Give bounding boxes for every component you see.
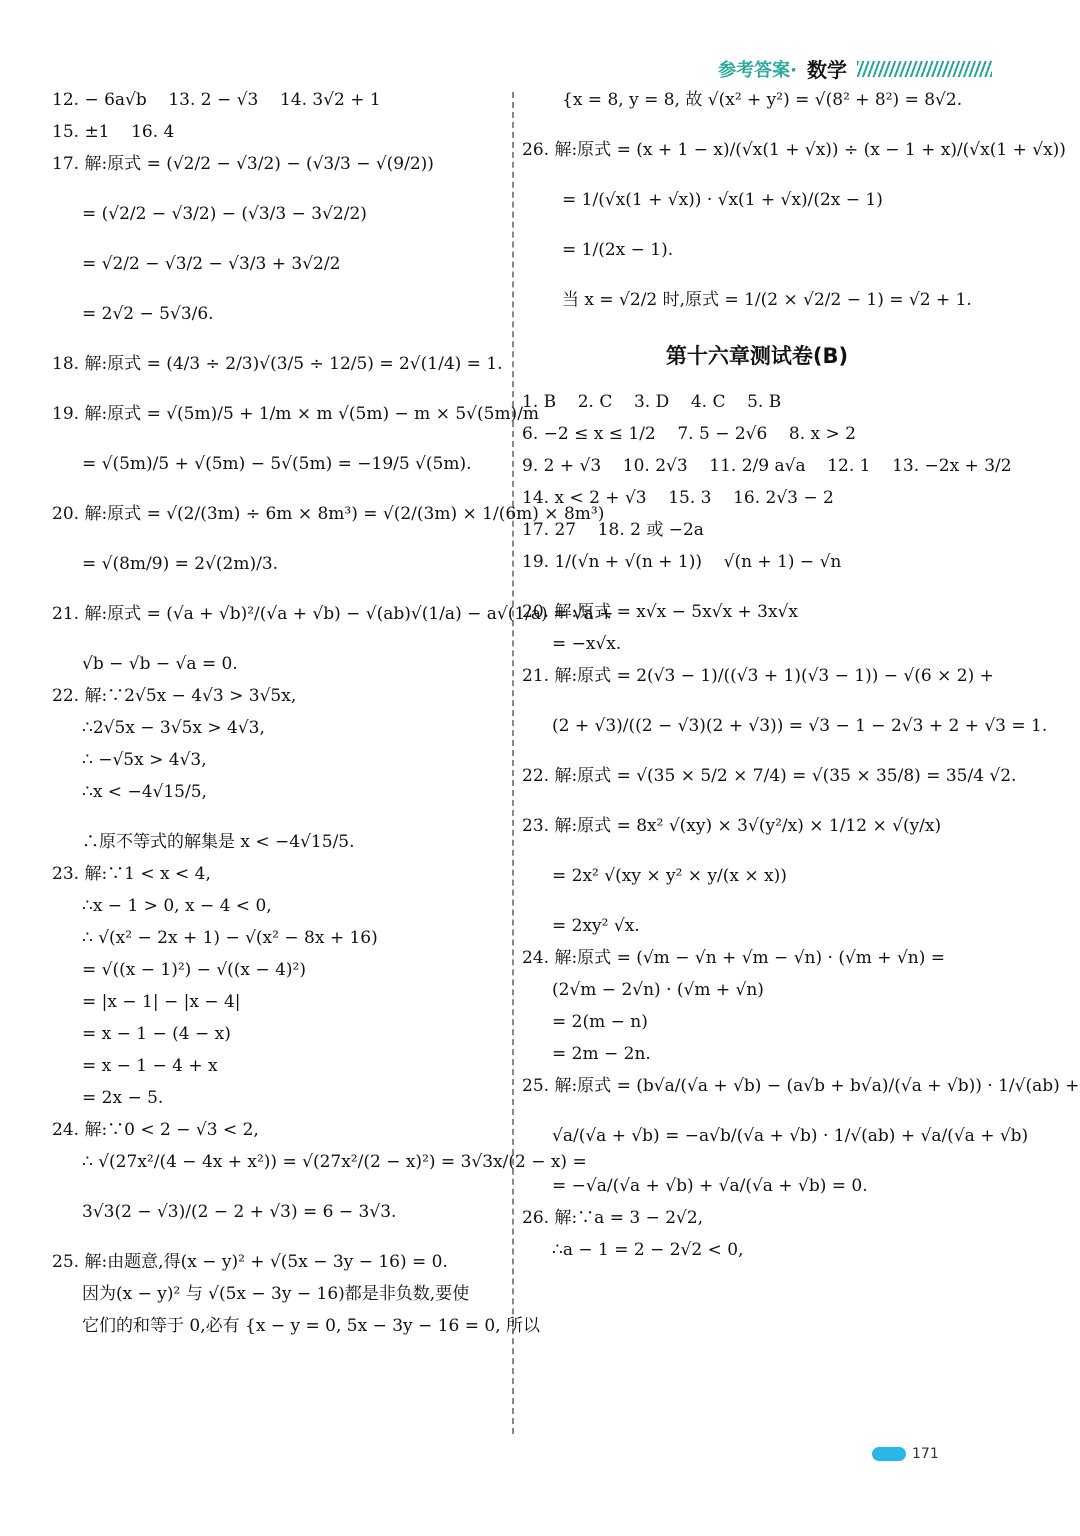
answer-line: = 1/(√x(1 + √x)) · √x(1 + √x)/(2x − 1) xyxy=(562,190,883,210)
answer-line: 3√3(2 − √3)/(2 − 2 + √3) = 6 − 3√3. xyxy=(82,1202,397,1222)
page-footer xyxy=(872,1446,939,1462)
answer-line: 25. 解:由题意,得(x − y)² + √(5x − 3y − 16) = 0. xyxy=(52,1252,448,1272)
answer-line: ∴x − 1 > 0, x − 4 < 0, xyxy=(82,896,272,916)
answer-line: 当 x = √2/2 时,原式 = 1/(2 × √2/2 − 1) = √2 + 1. xyxy=(562,290,972,310)
answer-line: 22. 解:原式 = √(35 × 5/2 × 7/4) = √(35 × 35/8) = 35/4 √2. xyxy=(522,766,1017,786)
answer-line: ∴ √(27x²/(4 − 4x + x²)) = √(27x²/(2 − x)²) = 3√3x/(2 − x) = xyxy=(82,1152,587,1172)
answer-line: ∴2√5x − 3√5x > 4√3, xyxy=(82,718,265,738)
answer-line: 26. 解:∵a = 3 − 2√2, xyxy=(522,1208,704,1228)
answer-line: = 2xy² √x. xyxy=(552,916,640,936)
header-stripe-decoration xyxy=(857,61,992,77)
header-tag: 参考答案· xyxy=(718,59,797,81)
page-number: 171 xyxy=(912,1446,939,1462)
answer-line: 24. 解:∵0 < 2 − √3 < 2, xyxy=(52,1120,259,1140)
answer-line: √a/(√a + √b) = −a√b/(√a + √b) · 1/√(ab) + √a/(√a + √b) xyxy=(552,1126,1029,1146)
answer-line: = √(8m/9) = 2√(2m)/3. xyxy=(82,554,279,574)
column-divider xyxy=(512,92,514,1434)
right-column xyxy=(522,90,1080,1272)
answer-line: 20. 解:原式 = x√x − 5x√x + 3x√x xyxy=(522,602,798,622)
answer-line: = 1/(2x − 1). xyxy=(562,240,674,260)
answer-line: 它们的和等于 0,必有 {x − y = 0, 5x − 3y − 16 = 0, 所以 xyxy=(82,1316,540,1336)
answer-line: ∴ −√5x > 4√3, xyxy=(82,750,207,770)
answer-line: 14. x < 2 + √3 15. 3 16. 2√3 − 2 xyxy=(522,488,834,508)
answer-line: 15. ±1 16. 4 xyxy=(52,122,175,142)
answer-line: = |x − 1| − |x − 4| xyxy=(82,992,241,1012)
answer-line: 1. B 2. C 3. D 4. C 5. B xyxy=(522,392,782,412)
answer-line: 9. 2 + √3 10. 2√3 11. 2/9 a√a 12. 1 13. −2x + 3/2 xyxy=(522,456,1012,476)
answer-line: = √(5m)/5 + √(5m) − 5√(5m) = −19/5 √(5m). xyxy=(82,454,472,474)
page-header xyxy=(718,54,992,83)
answer-line: (2√m − 2√n) · (√m + √n) xyxy=(552,980,764,1000)
answer-line: ∴ √(x² − 2x + 1) − √(x² − 8x + 16) xyxy=(82,928,378,948)
answer-line: 23. 解:原式 = 8x² √(xy) × 3√(y²/x) × 1/12 × √(y/x) xyxy=(522,816,942,836)
answer-line: 17. 27 18. 2 或 −2a xyxy=(522,520,704,540)
answer-line: = √((x − 1)²) − √((x − 4)²) xyxy=(82,960,306,980)
answer-line: 25. 解:原式 = (b√a/(√a + √b) − (a√b + b√a)/(√a + √b)) · 1/√(ab) + xyxy=(522,1076,1080,1096)
answer-line: = 2(m − n) xyxy=(552,1012,648,1032)
answer-line: = 2√2 − 5√3/6. xyxy=(82,304,214,324)
answer-line: 21. 解:原式 = (√a + √b)²/(√a + √b) − √(ab)√(1/a) − a√(1/a) = √a + xyxy=(52,604,614,624)
answer-line: 18. 解:原式 = (4/3 ÷ 2/3)√(3/5 ÷ 12/5) = 2√(1/4) = 1. xyxy=(52,354,503,374)
answer-line: ∴x < −4√15/5, xyxy=(82,782,207,802)
answer-line: = −√a/(√a + √b) + √a/(√a + √b) = 0. xyxy=(552,1176,868,1196)
answer-line: = (√2/2 − √3/2) − (√3/3 − 3√2/2) xyxy=(82,204,367,224)
answer-line: 21. 解:原式 = 2(√3 − 1)/((√3 + 1)(√3 − 1)) − √(6 × 2) + xyxy=(522,666,994,686)
answer-line: (2 + √3)/((2 − √3)(2 + √3)) = √3 − 1 − 2√3 + 2 + √3 = 1. xyxy=(552,716,1048,736)
answer-line: √b − √b − √a = 0. xyxy=(82,654,238,674)
answer-line: = x − 1 − (4 − x) xyxy=(82,1024,231,1044)
answer-line: = x − 1 − 4 + x xyxy=(82,1056,218,1076)
answer-line: 因为(x − y)² 与 √(5x − 3y − 16)都是非负数,要使 xyxy=(82,1284,470,1304)
answer-line: 22. 解:∵2√5x − 4√3 > 3√5x, xyxy=(52,686,297,706)
section-title: 第十六章测试卷(B) xyxy=(665,344,849,368)
answer-line: 12. − 6a√b 13. 2 − √3 14. 3√2 + 1 xyxy=(52,90,381,110)
answer-line: 17. 解:原式 = (√2/2 − √3/2) − (√3/3 − √(9/2)) xyxy=(52,154,434,174)
answer-line: = 2x² √(xy × y² × y/(x × x)) xyxy=(552,866,787,886)
answer-line: 24. 解:原式 = (√m − √n + √m − √n) · (√m + √n) = xyxy=(522,948,946,968)
answer-line: = −x√x. xyxy=(552,634,622,654)
answer-line: 6. −2 ≤ x ≤ 1/2 7. 5 − 2√6 8. x > 2 xyxy=(522,424,856,444)
page-marker-icon xyxy=(872,1447,906,1461)
answer-line: 26. 解:原式 = (x + 1 − x)/(√x(1 + √x)) ÷ (x − 1 + x)/(√x(1 + √x)) xyxy=(522,140,1066,160)
answer-line: ∴a − 1 = 2 − 2√2 < 0, xyxy=(552,1240,744,1260)
answer-line: 19. 1/(√n + √(n + 1)) √(n + 1) − √n xyxy=(522,552,842,572)
answer-line: = 2m − 2n. xyxy=(552,1044,651,1064)
answer-line: 19. 解:原式 = √(5m)/5 + 1/m × m √(5m) − m × 5√(5m)/m xyxy=(52,404,540,424)
answer-line: = 2x − 5. xyxy=(82,1088,164,1108)
answer-line: 20. 解:原式 = √(2/(3m) ÷ 6m × 8m³) = √(2/(3m) × 1/(6m) × 8m³) xyxy=(52,504,605,524)
answer-line: {x = 8, y = 8, 故 √(x² + y²) = √(8² + 8²) = 8√2. xyxy=(562,90,963,110)
answer-line: 23. 解:∵1 < x < 4, xyxy=(52,864,211,884)
answer-line: = √2/2 − √3/2 − √3/3 + 3√2/2 xyxy=(82,254,341,274)
header-subject: 数学 xyxy=(807,58,847,82)
answer-line: ∴原不等式的解集是 x < −4√15/5. xyxy=(82,832,355,852)
